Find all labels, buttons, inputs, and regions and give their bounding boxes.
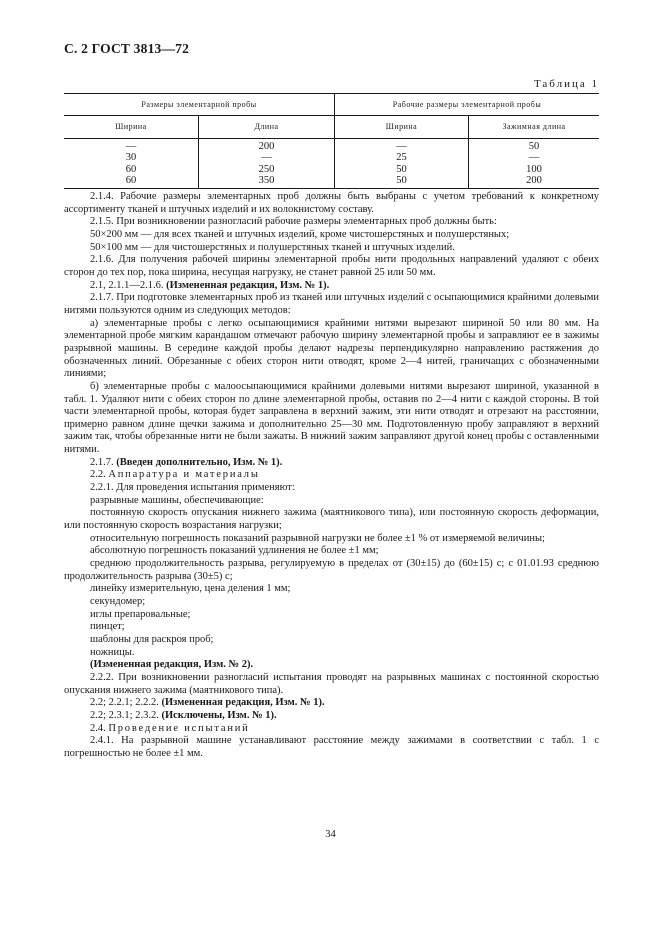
paragraph: 50×200 мм — для всех тканей и штучных изделий, кроме чистошерстяных и полушерстяных; <box>90 228 510 240</box>
paragraph: 2.1.4. Рабочие размеры элементарных проб должны быть выбраны с учетом требований к конкретному ассортименту тканей и штучных изделий и их волокнистому составу. <box>64 191 599 215</box>
table-column-header: Зажимная длина <box>469 116 600 139</box>
table-row <box>64 152 599 163</box>
table-cell: 350 <box>199 175 335 188</box>
table-cell: 60 <box>64 164 199 175</box>
paragraph: разрывные машины, обеспечивающие: <box>90 494 264 506</box>
table-group-header: Рабочие размеры элементарной пробы <box>335 94 600 116</box>
amendment-note: 2.2; 2.3.1; 2.3.2. (Исключены, Изм. № 1). <box>90 709 277 721</box>
paragraph: 2.1.5. При возникновении разногласий рабочие размеры элементарных проб должны быть: <box>90 216 497 228</box>
body-text <box>64 191 599 761</box>
paragraph: 2.4.1. На разрывной машине устанавливают расстояние между зажимами в соответствии с табл. 1 с погрешностью не более ±1 мм. <box>64 735 599 759</box>
page-number: 34 <box>325 829 336 840</box>
paragraph: среднюю продолжительность разрыва, регулируемую в пределах от (30±15) до (60±15) с; с 01.01.93 среднюю продолжительность разрыва (30±5) с; <box>64 558 599 582</box>
table-cell: — <box>335 139 469 153</box>
section-heading: 2.4. Проведение испытаний <box>90 722 250 734</box>
table-row <box>64 139 599 153</box>
amendment-note: 2.2; 2.2.1; 2.2.2. (Измененная редакция, Изм. № 1). <box>90 697 325 709</box>
paragraph: относительную погрешность показаний разрывной нагрузки не более ±1 % от измеряемой величины; <box>90 532 545 544</box>
paragraph: постоянную скорость опускания нижнего зажима (маятникового типа), или постоянную скорость деформации, или постоянную скорость возрастания нагрузки; <box>64 507 599 532</box>
page-header: С. 2 ГОСТ 3813—72 <box>64 41 190 56</box>
table-column-header: Ширина <box>335 116 469 139</box>
paragraph: 50×100 мм — для чистошерстяных и полушерстяных тканей и штучных изделий. <box>90 241 455 253</box>
table-cell: 50 <box>335 164 469 175</box>
table-cell: 100 <box>526 163 542 175</box>
paragraph: б) элементарные пробы с малоосыпающимися крайними долевыми нитями вырезают шириной, указанной в табл. 1. Удаляют нити с обеих сторон по длине элементарной пробы, оставив по 2—4 нити с каждой стороны. В той части элементарной пробы, которая будет заправлена в верхний зажим, эти нити отводят и отрезают на расстоянии, примерно равном длине щечки зажима и дополнительно 25—30 мм. Подготовленную пробу заправляют в верхний зажим так, чтобы обрезанные нити не были зажаты. В нижний зажим заправляют другой конец пробы с оставленными нитями. <box>64 380 599 456</box>
table-cell: — <box>64 139 199 153</box>
paragraph: ножницы. <box>90 646 135 658</box>
paragraph: 2.2.1. Для проведения испытания применяют: <box>90 482 295 494</box>
table-group-header: Размеры элементарной пробы <box>64 94 335 116</box>
paragraph: а) элементарные пробы с легко осыпающимися крайними нитями вырезают шириной 50 или 80 мм. На элементарной пробе мягким карандашом отмечают рабочую ширину элементарной пробы и заправляют ее в зажимы разрывной машины. В середине каждой пробы делают надрезы перпендикулярно направлению растяжения до обозначенных линий. Обрезанные с обеих сторон нити отводят, кроме 2—4 нитей, граничащих с обозначенными линиями; <box>64 317 599 380</box>
amendment-note: 2.1, 2.1.1—2.1.6. (Измененная редакция, Изм. № 1). <box>90 279 330 291</box>
table-cell: 250 <box>199 164 335 175</box>
table-cell: — <box>528 152 540 164</box>
paragraph: 2.2.2. При возникновении разногласий испытания проводят на разрывных машинах с постоянной скоростью опускания нижнего зажима (маятникового типа). <box>64 671 599 696</box>
table-caption: Таблица 1 <box>533 78 599 90</box>
paragraph: шаблоны для раскроя проб; <box>90 633 214 645</box>
table-column-header: Длина <box>199 116 335 139</box>
dimensions-table <box>64 93 599 189</box>
table-cell: 200 <box>199 139 335 153</box>
table-cell: 25 <box>335 152 469 163</box>
amendment-note: (Измененная редакция, Изм. № 2). <box>90 659 254 671</box>
table-cell: 50 <box>528 141 540 152</box>
table-cell: 30 <box>64 152 199 163</box>
paragraph: абсолютную погрешность показаний удлинения не более ±1 мм; <box>90 545 379 557</box>
amendment-note: 2.1.7. (Введен дополнительно, Изм. № 1). <box>90 456 283 468</box>
paragraph: 2.1.7. При подготовке элементарных проб из тканей или штучных изделий с осыпающимися крайними долевыми нитями пользуются одним из следующих методов: <box>64 292 599 316</box>
table-row <box>64 175 599 188</box>
table-row <box>64 164 599 175</box>
table-column-header: Ширина <box>64 116 199 139</box>
paragraph: линейку измерительную, цена деления 1 мм; <box>90 583 291 595</box>
paragraph: секундомер; <box>90 596 146 607</box>
table-cell: — <box>199 152 335 163</box>
section-heading: 2.2. Аппаратура и материалы <box>90 469 260 481</box>
table-cell: 50 <box>335 175 469 188</box>
paragraph: иглы препаровальные; <box>90 608 191 620</box>
paragraph: пинцет; <box>90 621 125 633</box>
paragraph: 2.1.6. Для получения рабочей ширины элементарной пробы нити продольных направлений удаляют с обеих сторон до тех пор, пока ширина, несущая нагрузку, не станет равной 25 или 50 мм. <box>64 254 599 278</box>
table-cell: 60 <box>64 175 199 188</box>
table-cell: 200 <box>469 175 600 188</box>
